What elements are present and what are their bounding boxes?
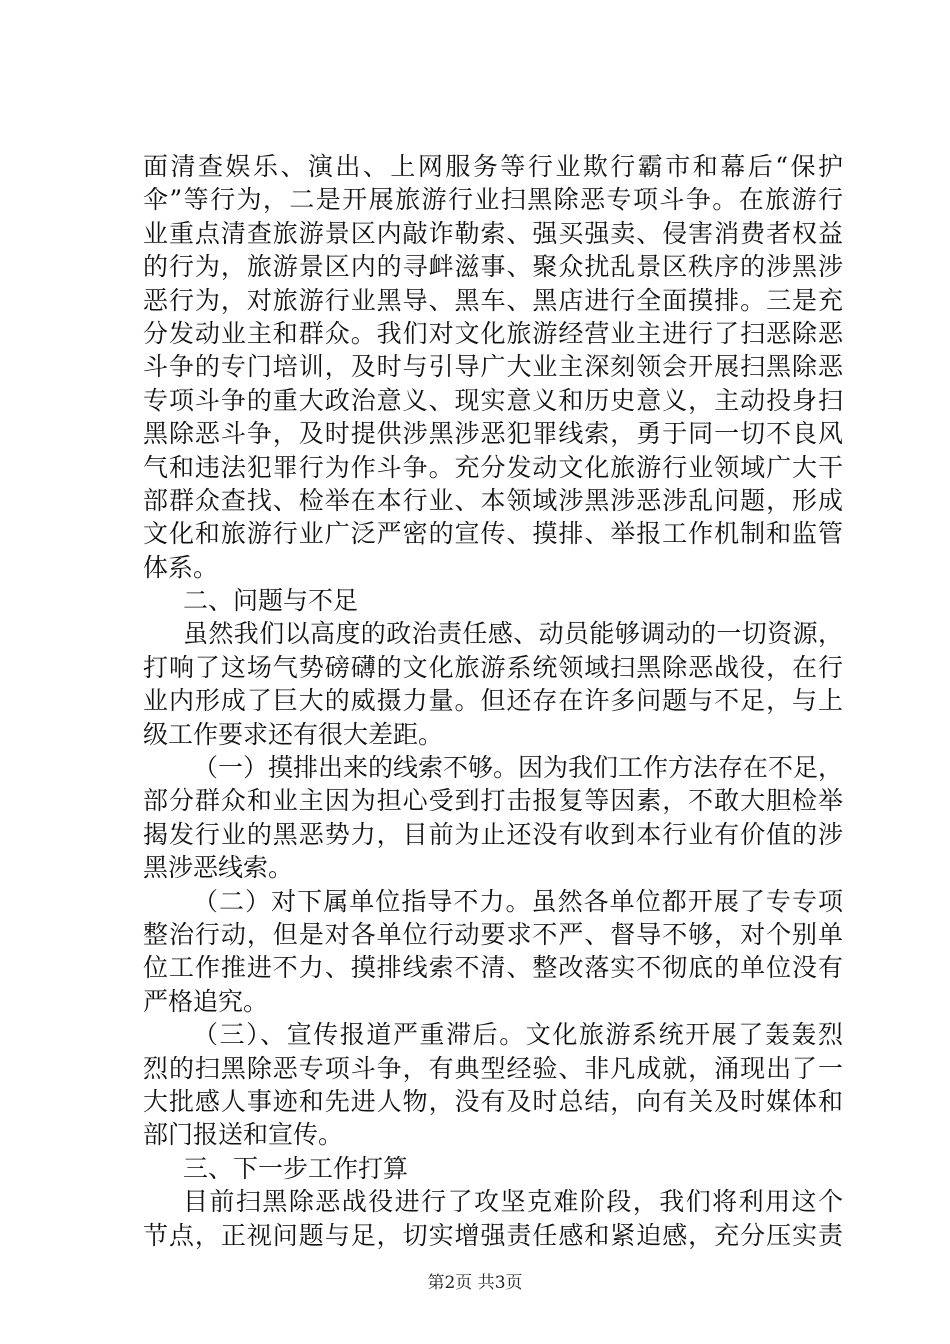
text-line: 伞”等行为，二是开展旅游行业扫黑除恶专项斗争。在旅游行 — [143, 185, 843, 215]
text-line: 体系。 — [143, 552, 219, 582]
text-line: （一）摸排出来的线索不够。因为我们工作方法存在不足， — [193, 753, 843, 783]
text-line: 烈的扫黑除恶专项斗争，有典型经验、非凡成就，涌现出了一 — [143, 1053, 843, 1083]
text-line: 部分群众和业主因为担心受到打击报复等因素，不敢大胆检举 — [143, 786, 843, 816]
text-line: 三、下一步工作打算 — [183, 1153, 409, 1183]
text-line: 二、问题与不足 — [183, 586, 359, 616]
text-line: 面清查娱乐、演出、上网服务等行业欺行霸市和幕后“保护 — [143, 152, 843, 181]
text-line: 业重点清查旅游景区内敲诈勒索、强买强卖、侵害消费者权益 — [143, 218, 843, 248]
text-line: （三）、宣传报道严重滞后。文化旅游系统开展了轰轰烈 — [193, 1020, 843, 1050]
text-line: 揭发行业的黑恶势力，目前为止还没有收到本行业有价值的涉 — [143, 819, 843, 849]
text-line: 位工作推进不力、摸排线索不清、整改落实不彻底的单位没有 — [143, 953, 843, 983]
text-line: 黑除恶斗争，及时提供涉黑涉恶犯罪线索，勇于同一切不良风 — [143, 419, 843, 449]
text-line: 斗争的专门培训，及时与引导广大业主深刻领会开展扫黑除恶 — [143, 352, 843, 382]
text-line: 气和违法犯罪行为作斗争。充分发动文化旅游行业领域广大干 — [143, 452, 843, 482]
text-line: 黑涉恶线索。 — [143, 853, 294, 883]
text-line: 部群众查找、检举在本行业、本领域涉黑涉恶涉乱问题，形成 — [143, 485, 843, 515]
text-line: 虽然我们以高度的政治责任感、动员能够调动的一切资源， — [183, 619, 843, 649]
text-line: 恶行为，对旅游行业黑导、黑车、黑店进行全面摸排。三是充 — [143, 285, 843, 315]
text-line: 业内形成了巨大的威摄力量。但还存在许多问题与不足，与上 — [143, 686, 843, 716]
text-line: 大批感人事迹和先进人物，没有及时总结，向有关及时媒体和 — [143, 1086, 843, 1116]
text-line: 打响了这场气势磅礴的文化旅游系统领域扫黑除恶战役，在行 — [143, 652, 843, 682]
text-line: 严格追究。 — [143, 986, 269, 1016]
text-line: 分发动业主和群众。我们对文化旅游经营业主进行了扫恶除恶 — [143, 318, 843, 348]
page-footer: 第2页 共3页 — [427, 1273, 523, 1293]
document-body — [143, 150, 843, 1252]
text-line: 部门报送和宣传。 — [143, 1120, 344, 1150]
text-line: 文化和旅游行业广泛严密的宣传、摸排、举报工作机制和监管 — [143, 519, 843, 549]
text-line: 节点，正视问题与足，切实增强责任感和紧迫感，充分压实责 — [143, 1220, 843, 1250]
text-line: （二）对下属单位指导不力。虽然各单位都开展了专专项 — [193, 886, 843, 916]
text-line: 的行为，旅游景区内的寻衅滋事、聚众扰乱景区秩序的涉黑涉 — [143, 252, 843, 282]
text-line: 目前扫黑除恶战役进行了攻坚克难阶段，我们将利用这个 — [183, 1187, 843, 1217]
text-line: 专项斗争的重大政治意义、现实意义和历史意义，主动投身扫 — [143, 385, 843, 415]
text-line: 整治行动，但是对各单位行动要求不严、督导不够，对个别单 — [143, 919, 843, 949]
text-line: 级工作要求还有很大差距。 — [143, 719, 444, 749]
